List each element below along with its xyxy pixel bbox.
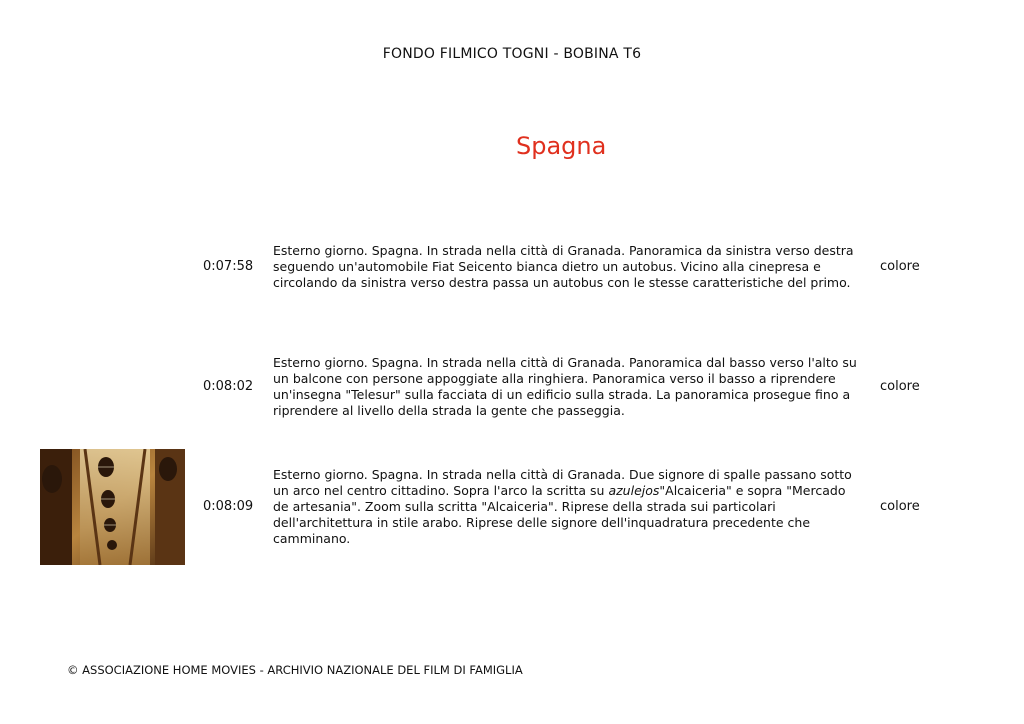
document-header-title: FONDO FILMICO TOGNI - BOBINA T6 [382,46,642,62]
section-title: Spagna [516,132,607,160]
copyright-footer: © ASSOCIAZIONE HOME MOVIES - ARCHIVIO NAZIONALE DEL FILM DI FAMIGLIA [67,663,523,677]
shot-color-tag: colore [880,379,920,394]
shot-timecode: 0:07:58 [203,259,254,274]
shot-description [273,467,863,547]
shot-thumbnail-image [40,449,185,565]
shot-timecode: 0:08:02 [203,379,254,394]
shot-description: Esterno giorno. Spagna. In strada nella città di Granada. Panoramica da sinistra verso destra seguendo un'automobile Fiat Seicento bianca dietro un autobus. Vicino alla cinepresa e circolando da sinistra verso destra passa un autobus con le stesse caratteristiche del primo. [273,243,854,290]
shot-color-tag: colore [880,499,920,514]
shot-color-tag: colore [880,259,920,274]
shot-description-text: "Alcaiceria" e sopra "Mercado de artesania". Zoom sulla scritta "Alcaiceria". Riprese della strada sui particolari dell'architettura in stile arabo. Riprese delle signore dell'inquadratura precedente che camminano. [273,483,846,546]
shot-description-text: Esterno giorno. Spagna. In strada nella città di Granada. Due signore di spalle passano sotto un arco nel centro cittadino. Sopra l'arco la scritta su [273,467,852,498]
shot-description: Esterno giorno. Spagna. In strada nella città di Granada. Panoramica dal basso verso l'alto su un balcone con persone appoggiate alla ringhiera. Panoramica verso il basso a riprendere un'insegna "Telesur" sulla facciata di un edificio sulla strada. La panoramica prosegue fino a riprendere al livello della strada la gente che passeggia. [273,355,857,418]
shot-description-italic: azulejos [608,483,660,498]
shot-timecode: 0:08:09 [203,499,254,514]
